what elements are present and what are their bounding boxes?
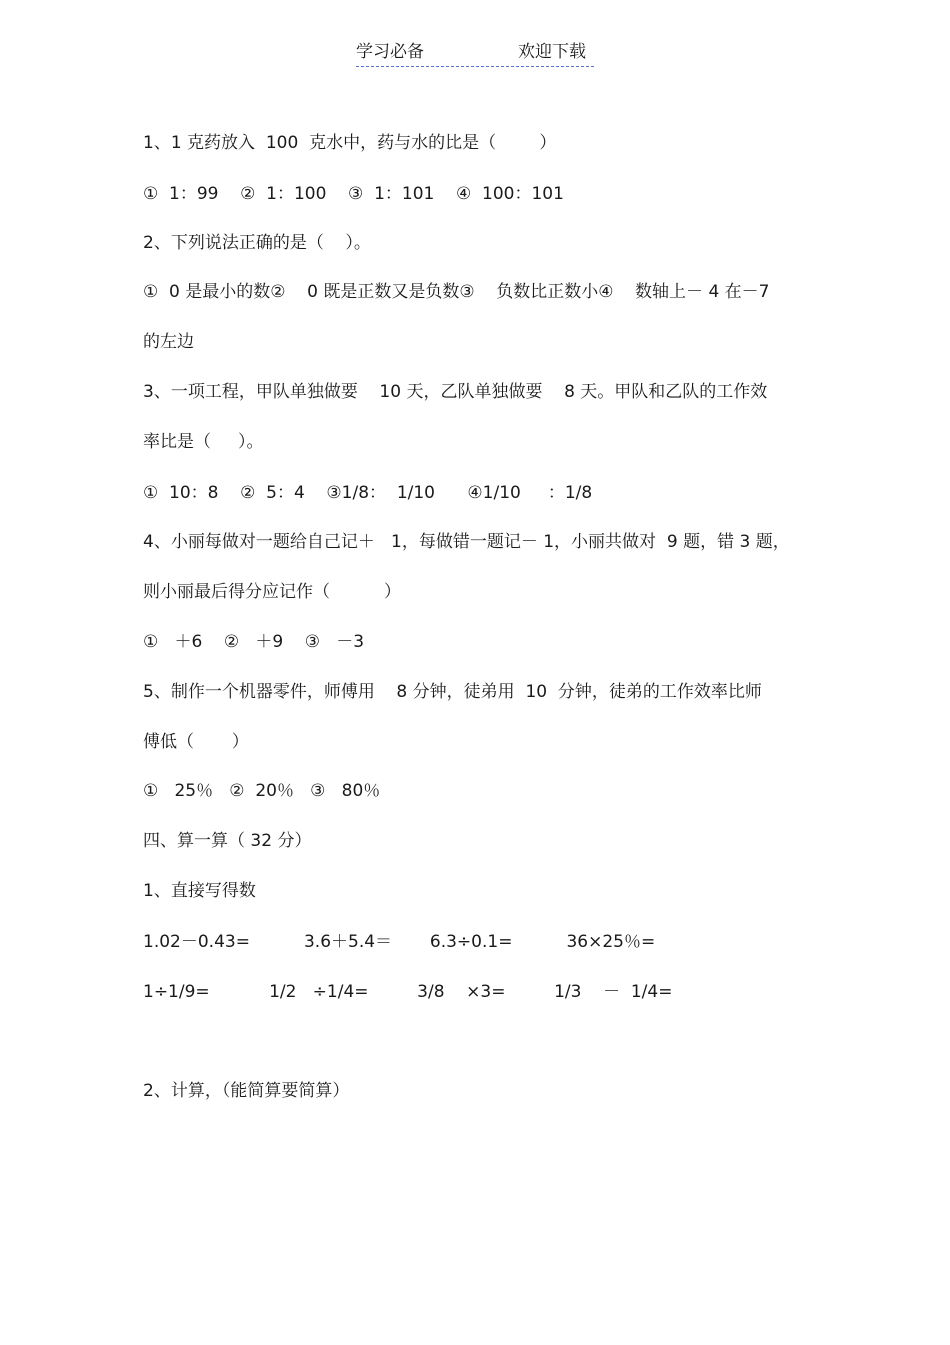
question-3: 3、一项工程，甲队单独做要 10 天，乙队单独做要 8 天。甲队和乙队的工作效 (143, 382, 768, 402)
question-3-options: ① 10：8 ② 5：4 ③1/8： 1/10 ④1/10 ：1/8 (143, 483, 593, 503)
calc-row-1: 1.02－0.43= 3.6＋5.4＝ 6.3÷0.1= 36×25％= (143, 932, 656, 952)
question-2-options-cont: 的左边 (143, 332, 194, 352)
question-5: 5、制作一个机器零件，师傅用 8 分钟，徒弟用 10 分钟，徒弟的工作效率比师 (143, 682, 762, 702)
question-5-cont: 傅低（ ） (143, 732, 249, 752)
question-4-options: ① ＋6 ② ＋9 ③ －3 (143, 632, 365, 652)
subsection-2-title: 2、计算，（能简算要简算） (143, 1081, 350, 1101)
question-1-options: ① 1：99 ② 1：100 ③ 1：101 ④ 100：101 (143, 184, 564, 204)
section-4-title: 四、算一算（ 32 分） (143, 831, 312, 851)
question-2: 2、下列说法正确的是（ ）。 (143, 233, 371, 253)
page-header (356, 40, 594, 67)
header-right-text: 欢迎下载 (518, 42, 586, 62)
header-left-text: 学习必备 (356, 42, 424, 62)
calc-row-2: 1÷1/9= 1/2 ÷1/4= 3/8 ×3= 1/3 － 1/4= (143, 982, 673, 1002)
question-3-cont: 率比是（ ）。 (143, 432, 264, 452)
question-4: 4、小丽每做对一题给自己记＋ 1，每做错一题记－ 1，小丽共做对 9 题，错 3 题， (143, 532, 790, 552)
question-4-cont: 则小丽最后得分应记作（ ） (143, 582, 402, 602)
question-2-options: ① 0 是最小的数② 0 既是正数又是负数③ 负数比正数小④ 数轴上－ 4 在－7 (143, 282, 770, 302)
question-5-options: ① 25％ ② 20％ ③ 80％ (143, 781, 381, 801)
subsection-1-title: 1、直接写得数 (143, 881, 256, 901)
question-1: 1、1 克药放入 100 克水中，药与水的比是（ ） (143, 133, 557, 153)
